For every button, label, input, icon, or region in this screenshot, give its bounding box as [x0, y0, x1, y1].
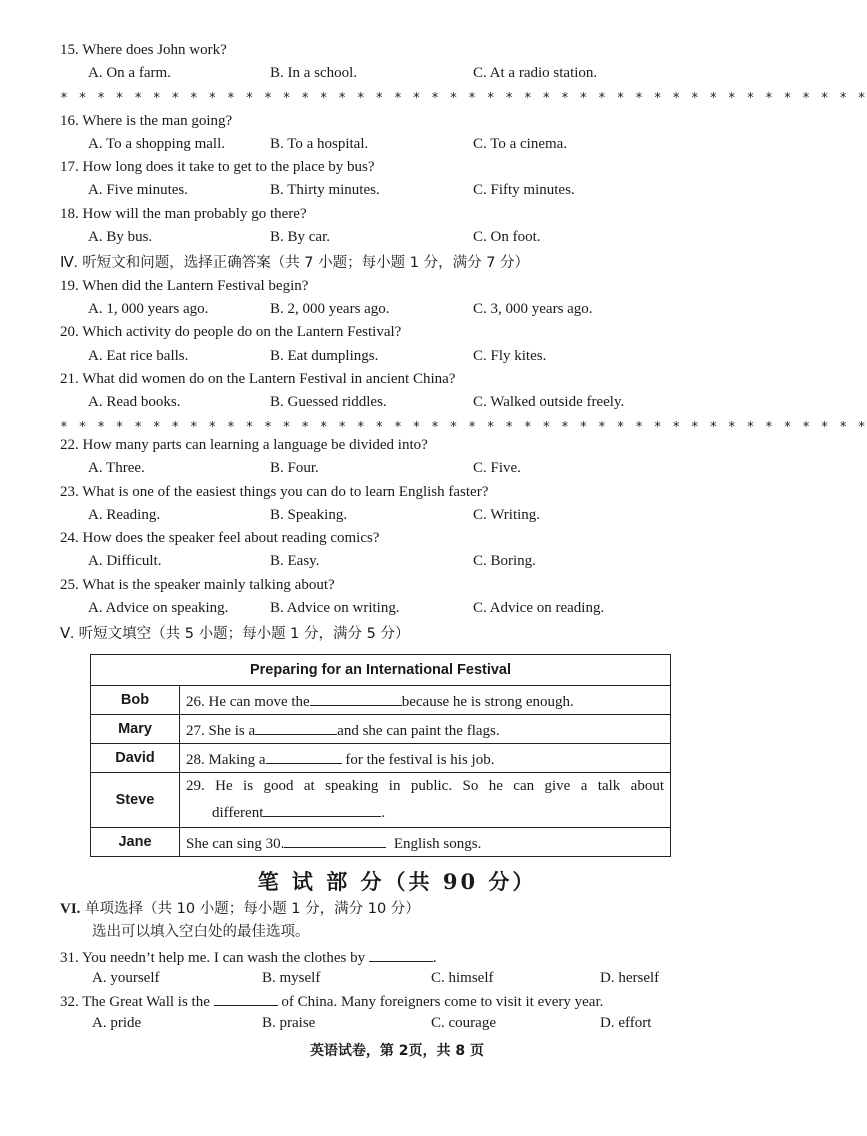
option-c: C. On foot. [473, 229, 541, 245]
option-a: A. To a shopping mall. [88, 136, 225, 152]
question-21-options [0, 392, 794, 412]
sentence-continuation: different [212, 805, 264, 821]
festival-table [90, 654, 671, 857]
sentence-end: English songs. [393, 835, 482, 852]
student-name: Bob [91, 686, 180, 715]
option-a: A. By bus. [88, 229, 153, 245]
question-22-options [0, 458, 794, 478]
option-c: C. Five. [473, 460, 521, 476]
section-6-heading [60, 899, 420, 919]
option-a: A. Eat rice balls. [88, 348, 189, 364]
section-5-heading [60, 624, 409, 644]
written-part-title: 笔 试 部 分（共 90 分） [257, 869, 537, 894]
star-divider: * * * * * * * * * * * * * * * * * * * * * * * * * * * * * * * * * * * * * * * * * * * * [60, 420, 867, 435]
option-c: C. Fifty minutes. [473, 182, 575, 198]
star-divider: * * * * * * * * * * * * * * * * * * * * * * * * * * * * * * * * * * * * * * * * * * * * [60, 91, 867, 106]
section-4-heading [60, 253, 529, 273]
page-footer: 英语试卷，第 2页，共 8 页 [309, 1043, 485, 1059]
question-32-start: 32. The Great Wall is the [60, 994, 210, 1010]
sentence-end: and she can paint the flags. [337, 722, 500, 739]
question-20: 20. Which activity do people do on the Lantern Festival? [60, 324, 402, 340]
option-a: A. Difficult. [88, 553, 162, 569]
section-5-number: Ⅴ. [60, 626, 75, 642]
table-row [91, 744, 671, 773]
option-b: B. By car. [270, 229, 330, 245]
option-c: C. Writing. [473, 507, 541, 523]
option-a: A. 1, 000 years ago. [88, 301, 209, 317]
sentence-end: for the festival is his job. [345, 751, 495, 768]
section-6-title: 单项选择（共 10 小题；每小题 1 分，满分 10 分） [85, 901, 420, 917]
row-sentence [180, 686, 671, 715]
question-31-options [0, 968, 794, 988]
question-20-options [0, 346, 794, 366]
option-d: D. herself [600, 970, 660, 986]
question-19-options [0, 299, 794, 319]
section-6-instruction: 选出可以填入空白处的最佳选项。 [92, 924, 310, 940]
question-32-options [0, 1013, 794, 1033]
sentence-end: . [381, 805, 386, 821]
question-16: 16. Where is the man going? [60, 113, 233, 129]
option-b: B. Speaking. [270, 507, 348, 523]
question-18-options [0, 227, 794, 247]
option-b: B. Four. [270, 460, 319, 476]
sentence-start: She can sing 30. [186, 835, 285, 852]
option-c: C. Fly kites. [473, 348, 547, 364]
question-25: 25. What is the speaker mainly talking about? [60, 577, 335, 593]
question-19: 19. When did the Lantern Festival begin? [60, 278, 309, 294]
question-31 [60, 946, 437, 968]
section-4-number: Ⅳ. [60, 255, 78, 271]
option-b: B. Easy. [270, 553, 320, 569]
section-5-title: 听短文填空（共 5 小题；每小题 1 分，满分 5 分） [78, 626, 410, 642]
answer-blank-28 [266, 748, 342, 764]
question-22: 22. How many parts can learning a language be divided into? [60, 437, 428, 453]
student-name: David [91, 744, 180, 773]
option-a: A. yourself [92, 970, 160, 986]
student-name: Steve [91, 773, 180, 828]
sentence-start: 26. He can move the [186, 693, 310, 710]
option-c: C. courage [431, 1015, 496, 1031]
student-name: Jane [91, 828, 180, 857]
question-32-end: of China. Many foreigners come to visit it every year. [281, 994, 604, 1010]
question-32 [60, 990, 603, 1012]
option-a: A. Reading. [88, 507, 161, 523]
option-b: B. To a hospital. [270, 136, 369, 152]
row-sentence [180, 744, 671, 773]
option-c: C. himself [431, 970, 494, 986]
table-row [91, 686, 671, 715]
option-c: C. 3, 000 years ago. [473, 301, 593, 317]
option-c: C. Boring. [473, 553, 536, 569]
option-a: A. Advice on speaking. [88, 600, 229, 616]
question-23-options [0, 505, 794, 525]
question-17: 17. How long does it take to get to the place by bus? [60, 159, 375, 175]
option-b: B. Eat dumplings. [270, 348, 379, 364]
option-c: C. At a radio station. [473, 65, 598, 81]
question-15: 15. Where does John work? [60, 42, 227, 58]
table-row [91, 715, 671, 744]
question-23: 23. What is one of the easiest things you can do to learn English faster? [60, 484, 489, 500]
option-a: A. pride [92, 1015, 142, 1031]
question-17-options [0, 180, 794, 200]
option-b: B. Thirty minutes. [270, 182, 380, 198]
table-row [91, 773, 671, 828]
option-b: B. 2, 000 years ago. [270, 301, 390, 317]
row-sentence [180, 715, 671, 744]
option-b: B. In a school. [270, 65, 358, 81]
answer-blank-29 [263, 801, 381, 817]
option-c: C. Walked outside freely. [473, 394, 625, 410]
option-c: C. Advice on reading. [473, 600, 605, 616]
option-d: D. effort [600, 1015, 652, 1031]
sentence-end: because he is strong enough. [401, 693, 574, 710]
section-4-title: 听短文和问题，选择正确答案（共 7 小题；每小题 1 分，满分 7 分） [82, 255, 530, 271]
option-a: A. Three. [88, 460, 145, 476]
answer-blank-31 [369, 946, 433, 962]
answer-blank-26 [310, 690, 402, 706]
option-a: A. Five minutes. [88, 182, 188, 198]
question-31-end: . [432, 950, 437, 966]
option-b: B. praise [262, 1015, 316, 1031]
question-24: 24. How does the speaker feel about reading comics? [60, 530, 380, 546]
row-sentence [180, 773, 671, 828]
question-16-options [0, 134, 794, 154]
question-24-options [0, 551, 794, 571]
question-18: 18. How will the man probably go there? [60, 206, 307, 222]
table-title: Preparing for an International Festival [91, 655, 671, 686]
question-21: 21. What did women do on the Lantern Festival in ancient China? [60, 371, 456, 387]
student-name: Mary [91, 715, 180, 744]
option-a: A. Read books. [88, 394, 181, 410]
option-c: C. To a cinema. [473, 136, 568, 152]
row-sentence [180, 828, 671, 857]
option-a: A. On a farm. [88, 65, 171, 81]
answer-blank-27 [255, 719, 337, 735]
answer-blank-30 [284, 832, 386, 848]
question-15-options [0, 63, 794, 83]
option-b: B. Advice on writing. [270, 600, 400, 616]
option-b: B. Guessed riddles. [270, 394, 387, 410]
table-title-row [91, 655, 671, 686]
question-31-start: 31. You needn’t help me. I can wash the clothes by [60, 950, 366, 966]
question-25-options [0, 598, 794, 618]
table-row [91, 828, 671, 857]
option-b: B. myself [262, 970, 321, 986]
sentence-start: 27. She is a [186, 722, 256, 739]
section-6-number: VI. [60, 901, 81, 917]
answer-blank-32 [214, 990, 278, 1006]
sentence-start: 29. He is good at speaking in public. So he can give a talk about [186, 778, 664, 794]
sentence-start: 28. Making a [186, 751, 266, 768]
